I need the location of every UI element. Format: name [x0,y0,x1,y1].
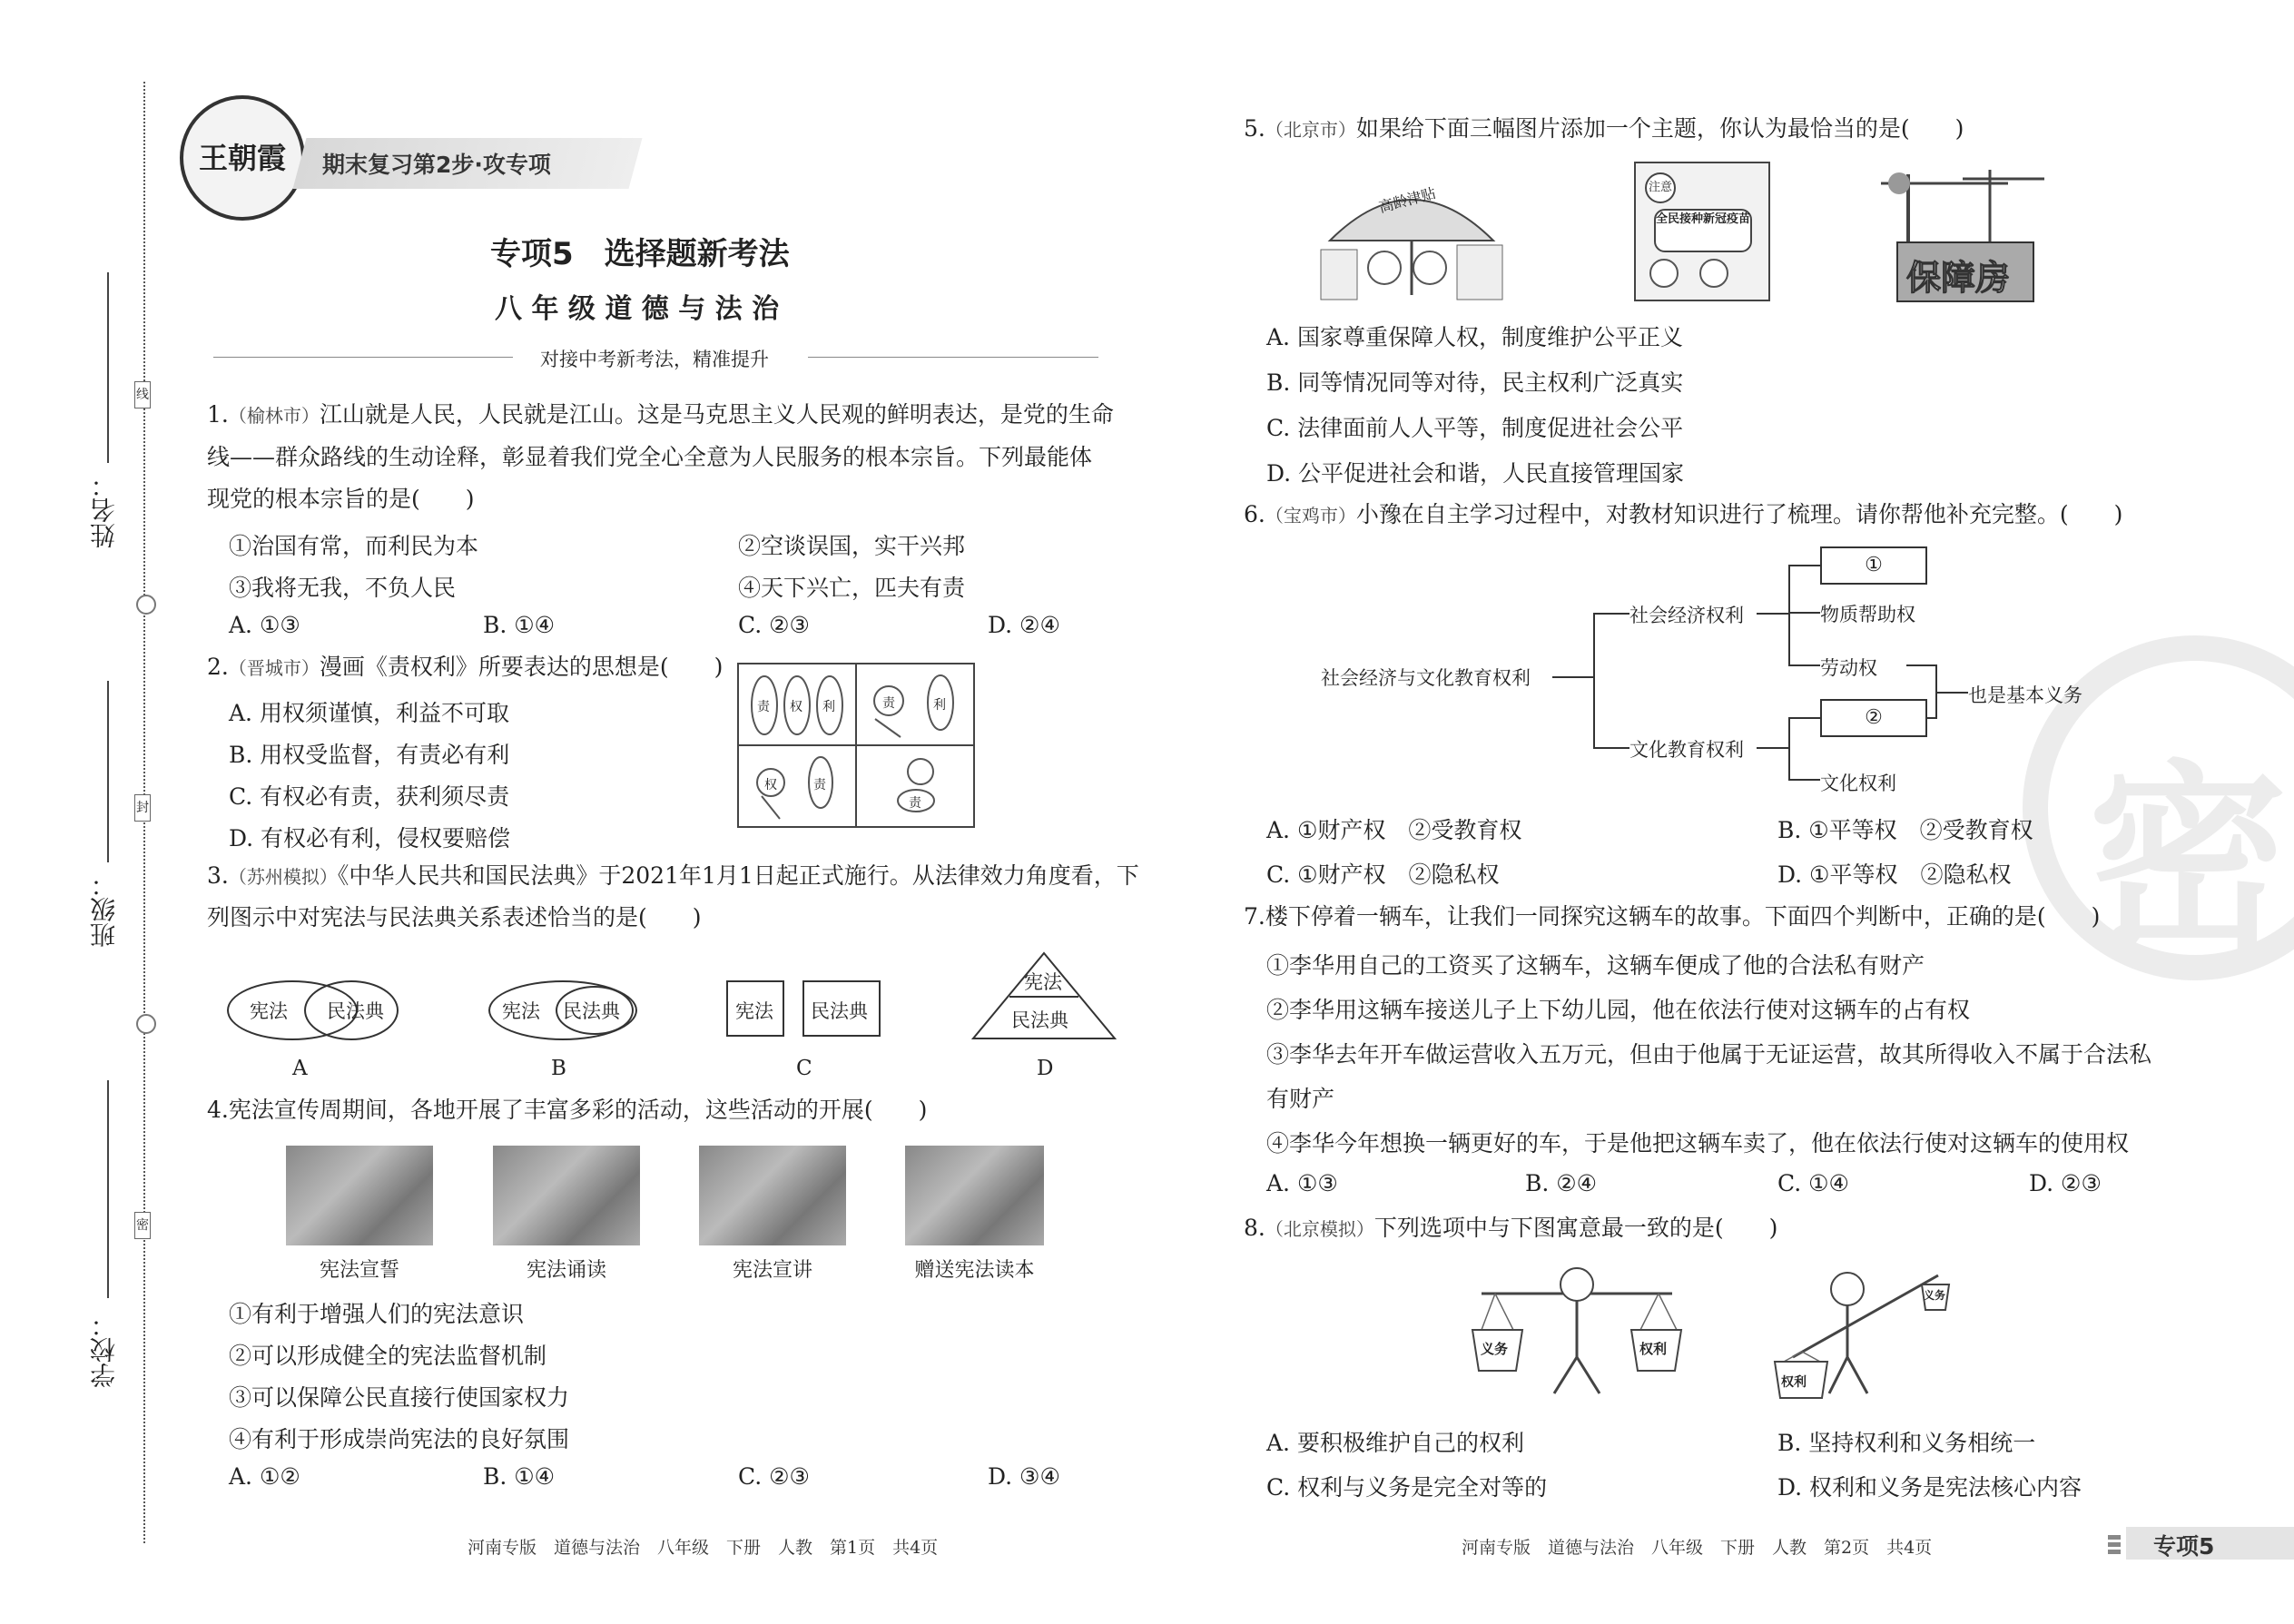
q3-letter-c[interactable]: C [796,1057,812,1080]
q5-pic-label: 注意 [1645,172,1676,203]
q4-photo-gift [905,1146,1044,1245]
q4-item: ③可以保障公民直接行使国家权力 [229,1384,570,1411]
q7-item: 有财产 [1266,1086,1335,1112]
q3-a-label: 宪法 [250,1000,288,1022]
q7-item: ①李华用自己的工资买了这辆车，这辆车便成了他的合法私有财产 [1266,952,1925,979]
cut-mark-line: 线 [134,381,151,408]
q7-option-d[interactable]: D. ②③ [2029,1170,2102,1196]
q5-pic-figure [1699,259,1728,288]
q5-pic-label: 高龄津贴 [1376,184,1438,216]
tree-connector [1935,692,1968,694]
logo [180,95,305,221]
tree-leaf: 文化权利 [1820,773,1896,794]
q4-item: ④有利于形成崇尚宪法的良好氛围 [229,1426,570,1452]
q7-stem: 7.楼下停着一辆车，让我们一同探究这辆车的故事。下面四个判断中，正确的是( ) [1244,903,2101,930]
q3-d-label: 宪法 [1024,971,1062,993]
q3-c-label: 宪法 [735,1000,773,1022]
page-title: 专项5 选择题新考法 [490,236,790,272]
tree-connector [1788,717,1820,719]
slogan: 对接中考新考法，精准提升 [540,349,769,370]
logo-text: 王朝霞 [198,141,286,175]
q1-option-a[interactable]: A. ①③ [229,612,300,638]
q8-option-b[interactable]: B. 坚持权利和义务相统一 [1777,1430,2036,1456]
q5-option-b[interactable]: B. 同等情况同等对待，民主权利广泛真实 [1266,369,1684,396]
tree-branch-2: 文化教育权利 [1629,739,1744,761]
tree-root: 社会经济与文化教育权利 [1321,667,1531,689]
tree-connector [1593,613,1629,615]
comic-label: 责 [813,778,826,792]
q8-option-a[interactable]: A. 要积极维护自己的权利 [1266,1430,1524,1456]
footer-right: 河南专版 道德与法治 八年级 下册 人教 第2页 共4页 [1462,1538,1933,1558]
tree-connector [1788,664,1820,666]
q1-item: ④天下兴亡，匹夫有责 [738,575,966,601]
q5-pic-figure [1649,259,1679,288]
binding-hole [136,595,156,615]
q8-pic-label: 权利 [1781,1375,1807,1390]
q3-c-label: 民法典 [811,1000,868,1022]
footer-left: 河南专版 道德与法治 八年级 下册 人教 第1页 共4页 [468,1538,939,1558]
class-label: 班级： [89,871,119,948]
q4-option-a[interactable]: A. ①② [229,1463,300,1490]
school-field[interactable] [107,1080,109,1298]
comic-label: 责 [757,700,770,714]
tree-connector [1927,717,1935,719]
comic-drawing [739,664,973,826]
comic-label: 权 [790,700,802,714]
q4-caption: 宪法诵读 [526,1259,606,1282]
q3-line1: 3.（苏州模拟）《中华人民共和国民法典》于2021年1月1日起正式施行。从法律效力角度看，下 [207,862,1139,889]
tree-connector [1788,565,1820,566]
school-label: 学校： [89,1312,119,1388]
q4-caption: 宪法宣誓 [319,1259,399,1282]
footer-tag: 专项5 [2153,1533,2215,1560]
q7-item: ③李华去年开车做运营收入五万元，但由于他属于无证运营，故其所得收入不属于合法私 [1266,1041,2152,1068]
q6-stem: 6.（宝鸡市）小豫在自主学习过程中，对教材知识进行了梳理。请你帮他补充完整。( ) [1244,501,2123,527]
class-field[interactable] [107,681,109,862]
q8-option-c[interactable]: C. 权利与义务是完全对等的 [1266,1474,1548,1501]
comic-label: 利 [822,700,835,714]
q7-option-b[interactable]: B. ②④ [1525,1170,1598,1196]
q4-photo-lecture [699,1146,846,1245]
page-subtitle: 八 年 级 道 德 与 法 治 [495,293,780,325]
q4-photo-recite [493,1146,640,1245]
tree-connector [1906,664,1935,666]
tree-connector [1593,613,1595,749]
q5-pic-vaccine [1634,162,1770,301]
tree-connector [1757,747,1788,749]
q8-pic-label: 义务 [1481,1341,1509,1357]
q1-option-d[interactable]: D. ②④ [988,612,1060,638]
q3-b-label: 宪法 [502,1000,540,1022]
footer-tag-stripes [2108,1532,2121,1554]
divider [213,357,513,358]
q3-a-label: 民法典 [327,1000,384,1022]
q8-pic-label: 义务 [1924,1289,1946,1302]
q4-option-d[interactable]: D. ③④ [988,1463,1060,1490]
q1-item: ③我将无我，不负人民 [229,575,457,601]
q4-stem: 4.宪法宣传周期间，各地开展了丰富多彩的活动，这些活动的开展( ) [207,1097,928,1123]
q4-photo-oath [286,1146,433,1245]
name-label: 姓名： [89,472,119,548]
q1-item: ②空谈误国，实干兴邦 [738,533,966,559]
comic-label: 权 [764,778,777,792]
q8-pic-label: 权利 [1639,1341,1668,1357]
q1-item: ①治国有常，而利民为本 [229,533,479,559]
q8-stem: 8.（北京模拟）下列选项中与下图寓意最一致的是( ) [1244,1215,1778,1241]
q2-option-a[interactable]: A. 用权须谨慎，利益不可取 [229,700,509,726]
q3-letter-d[interactable]: D [1037,1057,1054,1080]
q3-letter-b[interactable]: B [551,1057,566,1080]
tree-leaf-blank-2: ② [1820,699,1927,737]
q2-option-b[interactable]: B. 用权受监督，有责必有利 [229,742,510,768]
q5-option-c[interactable]: C. 法律面前人人平等，制度促进社会公平 [1266,415,1684,441]
q2-option-d[interactable]: D. 有权必有利，侵权要赔偿 [229,825,511,851]
q5-pic-label: 全民接种新冠疫苗 [1654,209,1752,252]
q1-line1: 1.（榆林市）江山就是人民，人民就是江山。这是马克思主义人民观的鲜明表达，是党的生命 [207,401,1114,428]
q2-option-c[interactable]: C. 有权必有责，获利须尽责 [229,783,510,810]
comic-label: 责 [882,696,895,711]
q1-line2: 线——群众路线的生动诠释，彰显着我们党全心全意为人民服务的根本宗旨。下列最能体 [207,444,1093,470]
q4-caption: 赠送宪法读本 [914,1259,1035,1282]
q4-caption: 宪法宣讲 [732,1259,812,1282]
q3-line2: 列图示中对宪法与民法典关系表述恰当的是( ) [207,904,702,930]
q2-stem: 2.（晋城市）漫画《责权利》所要表达的思想是( ) [207,654,724,680]
tree-connector [1788,565,1790,664]
comic-label: 利 [933,698,946,713]
tree-leaf: 物质帮助权 [1820,604,1915,625]
name-field[interactable] [107,272,109,463]
q2-comic [737,663,975,828]
q5-stem: 5.（北京市）如果给下面三幅图片添加一个主题，你认为最恰当的是( ) [1244,115,1964,142]
q7-option-a[interactable]: A. ①③ [1266,1170,1338,1196]
q3-b-label: 民法典 [563,1000,620,1022]
tree-connector [1552,676,1593,678]
tree-connector [1788,717,1790,781]
q6-option-d[interactable]: D. ①平等权 ②隐私权 [1777,861,2012,888]
q6-option-b[interactable]: B. ①平等权 ②受教育权 [1777,817,2033,843]
q7-item: ②李华用这辆车接送儿子上下幼儿园，他在依法行使对这辆车的占有权 [1266,997,1971,1023]
q3-d-label: 民法典 [1011,1009,1068,1031]
banner-text: 期末复习第2步·攻专项 [322,152,551,178]
tree-note: 也是基本义务 [1968,684,2082,706]
q1-option-b[interactable]: B. ①④ [483,612,556,638]
q3-letter-a[interactable]: A [292,1057,308,1080]
q5-pic-allowance [1312,159,1511,304]
divider [808,357,1098,358]
q4-option-b[interactable]: B. ①④ [483,1463,556,1490]
q7-item: ④李华今年想换一辆更好的车，于是他把这辆车卖了，他在依法行使对这辆车的使用权 [1266,1130,2130,1156]
q8-pic-balanced [1463,1257,1690,1403]
q8-option-d[interactable]: D. 权利和义务是宪法核心内容 [1777,1474,2082,1501]
q5-pic-label: 保障房 [1906,258,2011,298]
tree-leaf-blank-1: ① [1820,546,1927,585]
tree-leaf: 劳动权 [1820,657,1877,679]
q5-option-a[interactable]: A. 国家尊重保障人权，制度维护公平正义 [1266,324,1683,350]
q1-line3: 现党的根本宗旨的是( ) [207,486,475,512]
q6-option-a[interactable]: A. ①财产权 ②受教育权 [1266,817,1522,843]
tree-connector [1788,779,1820,781]
q1-option-c[interactable]: C. ②③ [738,612,810,638]
q5-option-d[interactable]: D. 公平促进社会和谐，人民直接管理国家 [1266,460,1685,487]
q4-item: ②可以形成健全的宪法监督机制 [229,1343,547,1369]
tree-connector [1593,747,1629,749]
tree-branch-1: 社会经济权利 [1629,605,1744,626]
q7-option-c[interactable]: C. ①④ [1777,1170,1849,1196]
binding-hole [136,1014,156,1034]
watermark-text: 密 [2088,743,2289,976]
q4-option-c[interactable]: C. ②③ [738,1463,810,1490]
cut-mark-secret: 密 [134,1212,151,1239]
q6-option-c[interactable]: C. ①财产权 ②隐私权 [1266,861,1500,888]
tree-connector [1757,613,1788,615]
q4-item: ①有利于增强人们的宪法意识 [229,1301,525,1327]
tree-connector [1788,612,1820,614]
comic-label: 责 [909,796,921,811]
cut-mark-seal: 封 [134,794,151,822]
